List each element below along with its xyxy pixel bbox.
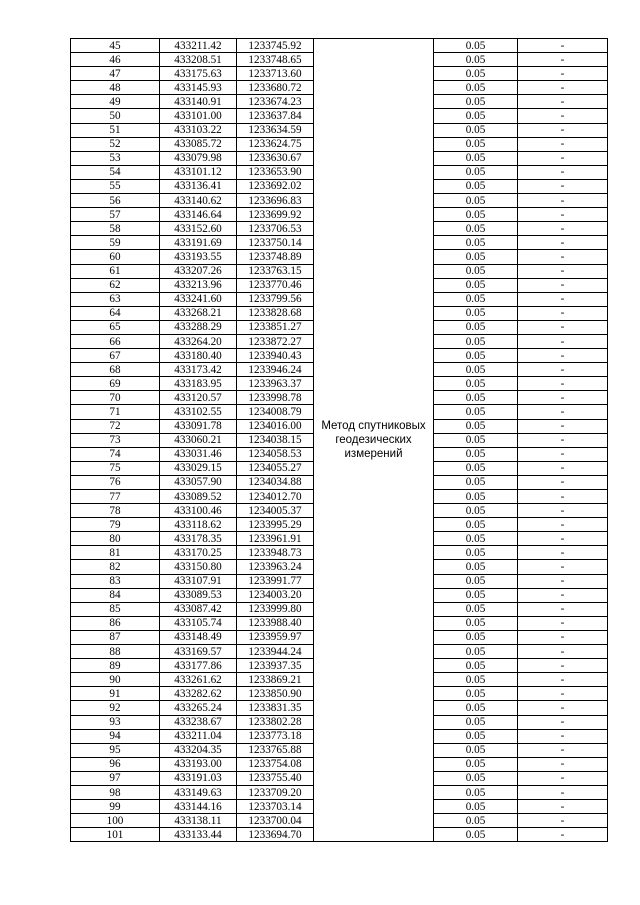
coordinates-table-body (71, 39, 608, 842)
accuracy-cell: 0.05 (434, 504, 518, 518)
x-coordinate-cell: 433207.26 (160, 264, 237, 278)
x-coordinate-cell: 433211.42 (160, 39, 237, 53)
point-number-cell: 78 (71, 504, 160, 518)
x-coordinate-cell: 433264.20 (160, 334, 237, 348)
accuracy-cell: 0.05 (434, 306, 518, 320)
y-coordinate-cell: 1233713.60 (237, 67, 314, 81)
point-number-cell: 83 (71, 574, 160, 588)
y-coordinate-cell: 1233630.67 (237, 151, 314, 165)
y-coordinate-cell: 1233991.77 (237, 574, 314, 588)
x-coordinate-cell: 433031.46 (160, 447, 237, 461)
note-cell: - (518, 208, 608, 222)
note-cell: - (518, 349, 608, 363)
point-number-cell: 47 (71, 67, 160, 81)
accuracy-cell: 0.05 (434, 490, 518, 504)
accuracy-cell: 0.05 (434, 701, 518, 715)
x-coordinate-cell: 433183.95 (160, 377, 237, 391)
note-cell: - (518, 687, 608, 701)
y-coordinate-cell: 1233703.14 (237, 800, 314, 814)
point-number-cell: 71 (71, 405, 160, 419)
y-coordinate-cell: 1233802.28 (237, 715, 314, 729)
note-cell: - (518, 377, 608, 391)
y-coordinate-cell: 1233851.27 (237, 320, 314, 334)
point-number-cell: 49 (71, 95, 160, 109)
x-coordinate-cell: 433173.42 (160, 363, 237, 377)
accuracy-cell: 0.05 (434, 814, 518, 828)
note-cell: - (518, 757, 608, 771)
accuracy-cell: 0.05 (434, 419, 518, 433)
accuracy-cell: 0.05 (434, 250, 518, 264)
note-cell: - (518, 67, 608, 81)
accuracy-cell: 0.05 (434, 137, 518, 151)
x-coordinate-cell: 433057.90 (160, 475, 237, 489)
y-coordinate-cell: 1233755.40 (237, 771, 314, 785)
y-coordinate-cell: 1233674.23 (237, 95, 314, 109)
accuracy-cell: 0.05 (434, 729, 518, 743)
x-coordinate-cell: 433241.60 (160, 292, 237, 306)
point-number-cell: 74 (71, 447, 160, 461)
y-coordinate-cell: 1233773.18 (237, 729, 314, 743)
point-number-cell: 87 (71, 630, 160, 644)
y-coordinate-cell: 1233946.24 (237, 363, 314, 377)
note-cell: - (518, 602, 608, 616)
method-cell: Метод спутниковых геодезических измерений (314, 39, 434, 842)
point-number-cell: 66 (71, 334, 160, 348)
note-cell: - (518, 659, 608, 673)
accuracy-cell: 0.05 (434, 67, 518, 81)
accuracy-cell: 0.05 (434, 391, 518, 405)
point-number-cell: 100 (71, 814, 160, 828)
accuracy-cell: 0.05 (434, 349, 518, 363)
accuracy-cell: 0.05 (434, 292, 518, 306)
accuracy-cell: 0.05 (434, 800, 518, 814)
accuracy-cell: 0.05 (434, 433, 518, 447)
note-cell: - (518, 39, 608, 53)
note-cell: - (518, 363, 608, 377)
note-cell: - (518, 194, 608, 208)
x-coordinate-cell: 433178.35 (160, 532, 237, 546)
note-cell: - (518, 785, 608, 799)
y-coordinate-cell: 1233754.08 (237, 757, 314, 771)
note-cell: - (518, 701, 608, 715)
note-cell: - (518, 292, 608, 306)
accuracy-cell: 0.05 (434, 771, 518, 785)
accuracy-cell: 0.05 (434, 123, 518, 137)
point-number-cell: 92 (71, 701, 160, 715)
accuracy-cell: 0.05 (434, 602, 518, 616)
y-coordinate-cell: 1234003.20 (237, 588, 314, 602)
y-coordinate-cell: 1233988.40 (237, 616, 314, 630)
y-coordinate-cell: 1234055.27 (237, 461, 314, 475)
point-number-cell: 98 (71, 785, 160, 799)
note-cell: - (518, 419, 608, 433)
coordinates-table (70, 38, 608, 842)
note-cell: - (518, 222, 608, 236)
point-number-cell: 57 (71, 208, 160, 222)
point-number-cell: 101 (71, 828, 160, 842)
point-number-cell: 97 (71, 771, 160, 785)
note-cell: - (518, 729, 608, 743)
accuracy-cell: 0.05 (434, 447, 518, 461)
point-number-cell: 93 (71, 715, 160, 729)
note-cell: - (518, 151, 608, 165)
accuracy-cell: 0.05 (434, 109, 518, 123)
note-cell: - (518, 715, 608, 729)
y-coordinate-cell: 1233959.97 (237, 630, 314, 644)
y-coordinate-cell: 1233748.65 (237, 53, 314, 67)
x-coordinate-cell: 433177.86 (160, 659, 237, 673)
x-coordinate-cell: 433089.52 (160, 490, 237, 504)
point-number-cell: 52 (71, 137, 160, 151)
point-number-cell: 59 (71, 236, 160, 250)
accuracy-cell: 0.05 (434, 518, 518, 532)
x-coordinate-cell: 433089.53 (160, 588, 237, 602)
y-coordinate-cell: 1233995.29 (237, 518, 314, 532)
y-coordinate-cell: 1233634.59 (237, 123, 314, 137)
accuracy-cell: 0.05 (434, 475, 518, 489)
y-coordinate-cell: 1233961.91 (237, 532, 314, 546)
note-cell: - (518, 588, 608, 602)
accuracy-cell: 0.05 (434, 179, 518, 193)
x-coordinate-cell: 433211.04 (160, 729, 237, 743)
x-coordinate-cell: 433118.62 (160, 518, 237, 532)
note-cell: - (518, 165, 608, 179)
note-cell: - (518, 95, 608, 109)
note-cell: - (518, 814, 608, 828)
accuracy-cell: 0.05 (434, 377, 518, 391)
note-cell: - (518, 109, 608, 123)
y-coordinate-cell: 1234038.15 (237, 433, 314, 447)
point-number-cell: 82 (71, 560, 160, 574)
point-number-cell: 80 (71, 532, 160, 546)
point-number-cell: 63 (71, 292, 160, 306)
note-cell: - (518, 743, 608, 757)
x-coordinate-cell: 433208.51 (160, 53, 237, 67)
y-coordinate-cell: 1233999.80 (237, 602, 314, 616)
x-coordinate-cell: 433175.63 (160, 67, 237, 81)
point-number-cell: 75 (71, 461, 160, 475)
y-coordinate-cell: 1233763.15 (237, 264, 314, 278)
y-coordinate-cell: 1233948.73 (237, 546, 314, 560)
note-cell: - (518, 391, 608, 405)
accuracy-cell: 0.05 (434, 53, 518, 67)
point-number-cell: 48 (71, 81, 160, 95)
y-coordinate-cell: 1233706.53 (237, 222, 314, 236)
point-number-cell: 91 (71, 687, 160, 701)
note-cell: - (518, 278, 608, 292)
accuracy-cell: 0.05 (434, 461, 518, 475)
x-coordinate-cell: 433146.64 (160, 208, 237, 222)
y-coordinate-cell: 1233694.70 (237, 828, 314, 842)
note-cell: - (518, 800, 608, 814)
x-coordinate-cell: 433101.00 (160, 109, 237, 123)
y-coordinate-cell: 1233872.27 (237, 334, 314, 348)
x-coordinate-cell: 433140.62 (160, 194, 237, 208)
point-number-cell: 61 (71, 264, 160, 278)
accuracy-cell: 0.05 (434, 165, 518, 179)
point-number-cell: 76 (71, 475, 160, 489)
point-number-cell: 84 (71, 588, 160, 602)
note-cell: - (518, 250, 608, 264)
point-number-cell: 90 (71, 673, 160, 687)
accuracy-cell: 0.05 (434, 208, 518, 222)
accuracy-cell: 0.05 (434, 39, 518, 53)
note-cell: - (518, 630, 608, 644)
x-coordinate-cell: 433261.62 (160, 673, 237, 687)
note-cell: - (518, 81, 608, 95)
point-number-cell: 46 (71, 53, 160, 67)
accuracy-cell: 0.05 (434, 560, 518, 574)
x-coordinate-cell: 433107.91 (160, 574, 237, 588)
x-coordinate-cell: 433060.21 (160, 433, 237, 447)
y-coordinate-cell: 1233709.20 (237, 785, 314, 799)
point-number-cell: 54 (71, 165, 160, 179)
point-number-cell: 95 (71, 743, 160, 757)
point-number-cell: 64 (71, 306, 160, 320)
accuracy-cell: 0.05 (434, 645, 518, 659)
x-coordinate-cell: 433238.67 (160, 715, 237, 729)
y-coordinate-cell: 1233828.68 (237, 306, 314, 320)
x-coordinate-cell: 433103.22 (160, 123, 237, 137)
y-coordinate-cell: 1233748.89 (237, 250, 314, 264)
x-coordinate-cell: 433213.96 (160, 278, 237, 292)
table-row (71, 39, 608, 53)
accuracy-cell: 0.05 (434, 828, 518, 842)
y-coordinate-cell: 1234005.37 (237, 504, 314, 518)
y-coordinate-cell: 1233653.90 (237, 165, 314, 179)
point-number-cell: 62 (71, 278, 160, 292)
x-coordinate-cell: 433029.15 (160, 461, 237, 475)
x-coordinate-cell: 433087.42 (160, 602, 237, 616)
x-coordinate-cell: 433169.57 (160, 645, 237, 659)
note-cell: - (518, 673, 608, 687)
accuracy-cell: 0.05 (434, 659, 518, 673)
note-cell: - (518, 433, 608, 447)
point-number-cell: 65 (71, 320, 160, 334)
y-coordinate-cell: 1233799.56 (237, 292, 314, 306)
y-coordinate-cell: 1233765.88 (237, 743, 314, 757)
x-coordinate-cell: 433265.24 (160, 701, 237, 715)
x-coordinate-cell: 433180.40 (160, 349, 237, 363)
point-number-cell: 68 (71, 363, 160, 377)
x-coordinate-cell: 433145.93 (160, 81, 237, 95)
y-coordinate-cell: 1233770.46 (237, 278, 314, 292)
note-cell: - (518, 264, 608, 278)
x-coordinate-cell: 433101.12 (160, 165, 237, 179)
y-coordinate-cell: 1233700.04 (237, 814, 314, 828)
x-coordinate-cell: 433288.29 (160, 320, 237, 334)
point-number-cell: 73 (71, 433, 160, 447)
accuracy-cell: 0.05 (434, 334, 518, 348)
note-cell: - (518, 518, 608, 532)
accuracy-cell: 0.05 (434, 320, 518, 334)
accuracy-cell: 0.05 (434, 546, 518, 560)
accuracy-cell: 0.05 (434, 151, 518, 165)
point-number-cell: 53 (71, 151, 160, 165)
x-coordinate-cell: 433148.49 (160, 630, 237, 644)
point-number-cell: 77 (71, 490, 160, 504)
note-cell: - (518, 574, 608, 588)
y-coordinate-cell: 1233963.37 (237, 377, 314, 391)
x-coordinate-cell: 433191.03 (160, 771, 237, 785)
x-coordinate-cell: 433138.11 (160, 814, 237, 828)
point-number-cell: 79 (71, 518, 160, 532)
point-number-cell: 94 (71, 729, 160, 743)
accuracy-cell: 0.05 (434, 278, 518, 292)
x-coordinate-cell: 433144.16 (160, 800, 237, 814)
y-coordinate-cell: 1233937.35 (237, 659, 314, 673)
note-cell: - (518, 461, 608, 475)
note-cell: - (518, 828, 608, 842)
accuracy-cell: 0.05 (434, 236, 518, 250)
note-cell: - (518, 645, 608, 659)
y-coordinate-cell: 1233963.24 (237, 560, 314, 574)
note-cell: - (518, 504, 608, 518)
point-number-cell: 88 (71, 645, 160, 659)
note-cell: - (518, 490, 608, 504)
accuracy-cell: 0.05 (434, 194, 518, 208)
accuracy-cell: 0.05 (434, 405, 518, 419)
x-coordinate-cell: 433105.74 (160, 616, 237, 630)
y-coordinate-cell: 1233831.35 (237, 701, 314, 715)
x-coordinate-cell: 433100.46 (160, 504, 237, 518)
note-cell: - (518, 560, 608, 574)
y-coordinate-cell: 1233745.92 (237, 39, 314, 53)
point-number-cell: 96 (71, 757, 160, 771)
x-coordinate-cell: 433136.41 (160, 179, 237, 193)
note-cell: - (518, 546, 608, 560)
y-coordinate-cell: 1233750.14 (237, 236, 314, 250)
note-cell: - (518, 137, 608, 151)
accuracy-cell: 0.05 (434, 363, 518, 377)
x-coordinate-cell: 433085.72 (160, 137, 237, 151)
y-coordinate-cell: 1233696.83 (237, 194, 314, 208)
point-number-cell: 60 (71, 250, 160, 264)
accuracy-cell: 0.05 (434, 588, 518, 602)
note-cell: - (518, 771, 608, 785)
accuracy-cell: 0.05 (434, 757, 518, 771)
y-coordinate-cell: 1233699.92 (237, 208, 314, 222)
accuracy-cell: 0.05 (434, 785, 518, 799)
note-cell: - (518, 334, 608, 348)
note-cell: - (518, 236, 608, 250)
point-number-cell: 67 (71, 349, 160, 363)
x-coordinate-cell: 433140.91 (160, 95, 237, 109)
x-coordinate-cell: 433091.78 (160, 419, 237, 433)
accuracy-cell: 0.05 (434, 532, 518, 546)
y-coordinate-cell: 1233850.90 (237, 687, 314, 701)
x-coordinate-cell: 433170.25 (160, 546, 237, 560)
point-number-cell: 58 (71, 222, 160, 236)
y-coordinate-cell: 1234008.79 (237, 405, 314, 419)
y-coordinate-cell: 1233680.72 (237, 81, 314, 95)
accuracy-cell: 0.05 (434, 264, 518, 278)
x-coordinate-cell: 433152.60 (160, 222, 237, 236)
point-number-cell: 56 (71, 194, 160, 208)
x-coordinate-cell: 433193.00 (160, 757, 237, 771)
y-coordinate-cell: 1233998.78 (237, 391, 314, 405)
y-coordinate-cell: 1233624.75 (237, 137, 314, 151)
x-coordinate-cell: 433193.55 (160, 250, 237, 264)
note-cell: - (518, 532, 608, 546)
y-coordinate-cell: 1233692.02 (237, 179, 314, 193)
note-cell: - (518, 616, 608, 630)
y-coordinate-cell: 1233869.21 (237, 673, 314, 687)
point-number-cell: 99 (71, 800, 160, 814)
point-number-cell: 55 (71, 179, 160, 193)
accuracy-cell: 0.05 (434, 81, 518, 95)
y-coordinate-cell: 1233637.84 (237, 109, 314, 123)
x-coordinate-cell: 433150.80 (160, 560, 237, 574)
point-number-cell: 89 (71, 659, 160, 673)
x-coordinate-cell: 433282.62 (160, 687, 237, 701)
note-cell: - (518, 123, 608, 137)
note-cell: - (518, 405, 608, 419)
accuracy-cell: 0.05 (434, 630, 518, 644)
x-coordinate-cell: 433133.44 (160, 828, 237, 842)
accuracy-cell: 0.05 (434, 222, 518, 236)
point-number-cell: 72 (71, 419, 160, 433)
point-number-cell: 86 (71, 616, 160, 630)
x-coordinate-cell: 433149.63 (160, 785, 237, 799)
point-number-cell: 85 (71, 602, 160, 616)
note-cell: - (518, 179, 608, 193)
y-coordinate-cell: 1234034.88 (237, 475, 314, 489)
accuracy-cell: 0.05 (434, 673, 518, 687)
x-coordinate-cell: 433079.98 (160, 151, 237, 165)
x-coordinate-cell: 433191.69 (160, 236, 237, 250)
accuracy-cell: 0.05 (434, 715, 518, 729)
point-number-cell: 50 (71, 109, 160, 123)
point-number-cell: 51 (71, 123, 160, 137)
y-coordinate-cell: 1234058.53 (237, 447, 314, 461)
y-coordinate-cell: 1233944.24 (237, 645, 314, 659)
point-number-cell: 70 (71, 391, 160, 405)
note-cell: - (518, 320, 608, 334)
accuracy-cell: 0.05 (434, 687, 518, 701)
note-cell: - (518, 306, 608, 320)
y-coordinate-cell: 1234016.00 (237, 419, 314, 433)
point-number-cell: 69 (71, 377, 160, 391)
accuracy-cell: 0.05 (434, 743, 518, 757)
y-coordinate-cell: 1234012.70 (237, 490, 314, 504)
y-coordinate-cell: 1233940.43 (237, 349, 314, 363)
x-coordinate-cell: 433268.21 (160, 306, 237, 320)
x-coordinate-cell: 433204.35 (160, 743, 237, 757)
x-coordinate-cell: 433120.57 (160, 391, 237, 405)
note-cell: - (518, 447, 608, 461)
point-number-cell: 45 (71, 39, 160, 53)
point-number-cell: 81 (71, 546, 160, 560)
x-coordinate-cell: 433102.55 (160, 405, 237, 419)
accuracy-cell: 0.05 (434, 95, 518, 109)
accuracy-cell: 0.05 (434, 574, 518, 588)
note-cell: - (518, 53, 608, 67)
note-cell: - (518, 475, 608, 489)
accuracy-cell: 0.05 (434, 616, 518, 630)
